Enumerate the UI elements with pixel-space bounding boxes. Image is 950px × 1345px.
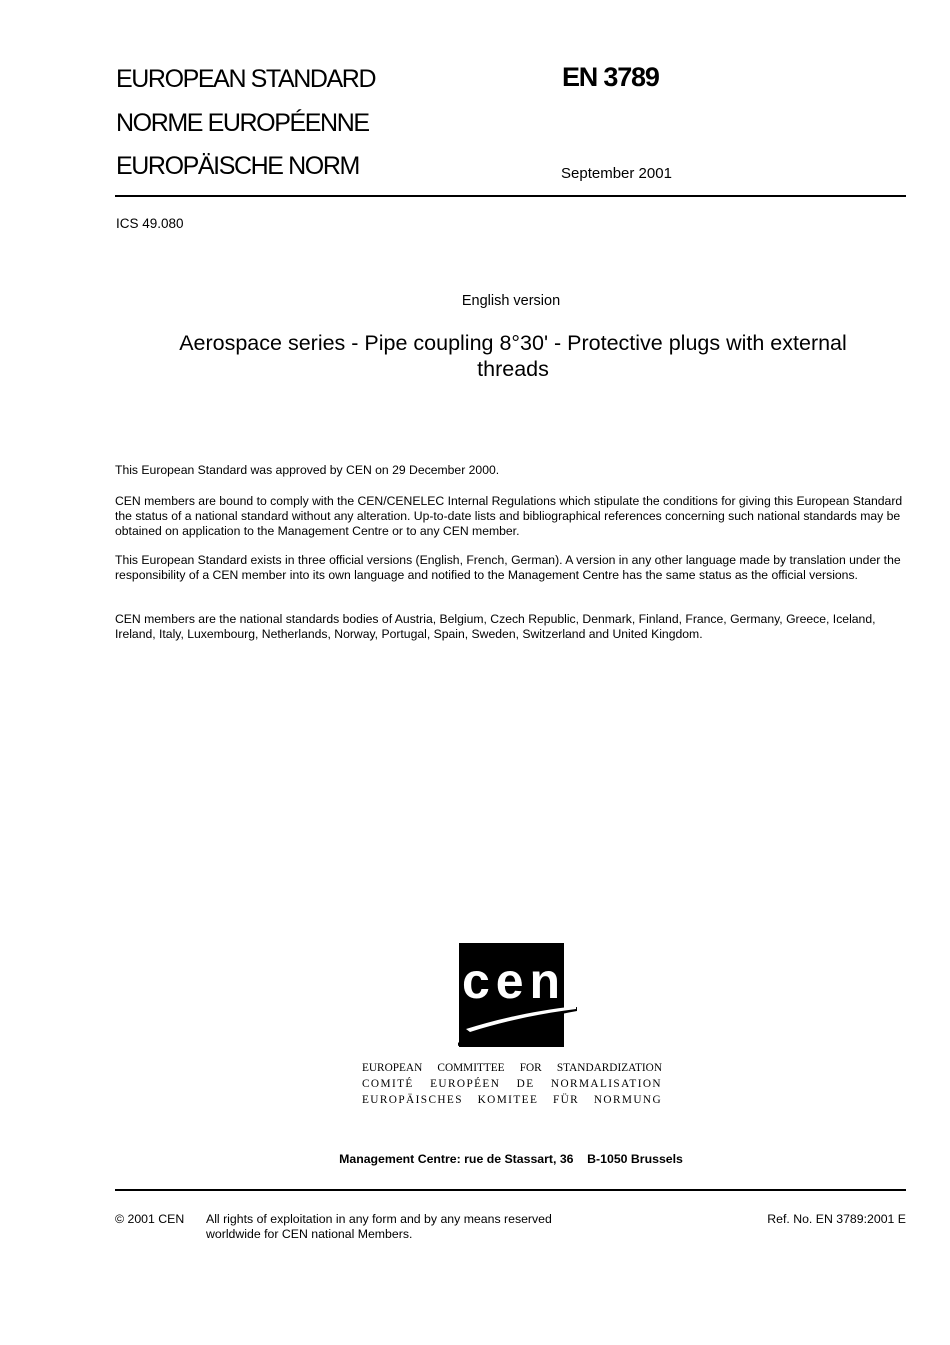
standard-number: EN 3789 <box>562 62 659 92</box>
footer-divider <box>115 1189 906 1191</box>
header-divider <box>115 195 906 197</box>
regulations-paragraph: CEN members are bound to comply with the CEN/CENELEC Internal Regulations which stipulate the conditions for giving this European Standard the status of a national standard without any alteration. Up-to-date lists and bibliographical references concerning such national standards may be obtained on application to the Management Centre or to any CEN member. <box>115 494 903 538</box>
ics-code: ICS 49.080 <box>116 216 184 231</box>
management-centre-address: Management Centre: rue de Stassart, 36 B-1050 Brussels <box>339 1152 683 1166</box>
standard-title-en: EUROPEAN STANDARD <box>116 65 376 93</box>
cen-logo <box>458 943 578 1051</box>
publication-date: September 2001 <box>561 165 672 182</box>
versions-paragraph: This European Standard exists in three official versions (English, French, German). A version in any other language made by translation under the responsibility of a CEN member into its own language and notified to the Management Centre has the same status as the official versions. <box>115 553 901 582</box>
version-label: English version <box>461 293 561 309</box>
document-title: Aerospace series - Pipe coupling 8°30' - Protective plugs with external threads <box>179 331 847 381</box>
svg-text:cen: cen <box>462 953 558 1009</box>
standard-title-fr: NORME EUROPÉENNE <box>116 109 369 137</box>
copyright-notice: © 2001 CEN <box>115 1212 185 1226</box>
members-paragraph: CEN members are the national standards bodies of Austria, Belgium, Czech Republic, Denmark, Finland, France, Germany, Greece, Iceland, Ireland, Italy, Luxembourg, Netherlands, Norway, Portugal, Spain, Sweden, Switzerland and United Kingdom. <box>115 612 876 641</box>
rights-notice-line-2: worldwide for CEN national Members. <box>206 1227 413 1241</box>
reference-number: Ref. No. EN 3789:2001 E <box>767 1212 906 1226</box>
committee-name-fr: COMITÉ EUROPÉEN DE NORMALISATION <box>362 1078 662 1090</box>
committee-name-en: EUROPEAN COMMITTEE FOR STANDARDIZATION <box>362 1062 662 1074</box>
approval-paragraph: This European Standard was approved by CEN on 29 December 2000. <box>115 463 500 477</box>
standard-title-de: EUROPÄISCHE NORM <box>116 152 359 180</box>
rights-notice-line-1: All rights of exploitation in any form and by any means reserved <box>206 1212 552 1226</box>
committee-name-de: EUROPÄISCHES KOMITEE FÜR NORMUNG <box>362 1094 662 1106</box>
